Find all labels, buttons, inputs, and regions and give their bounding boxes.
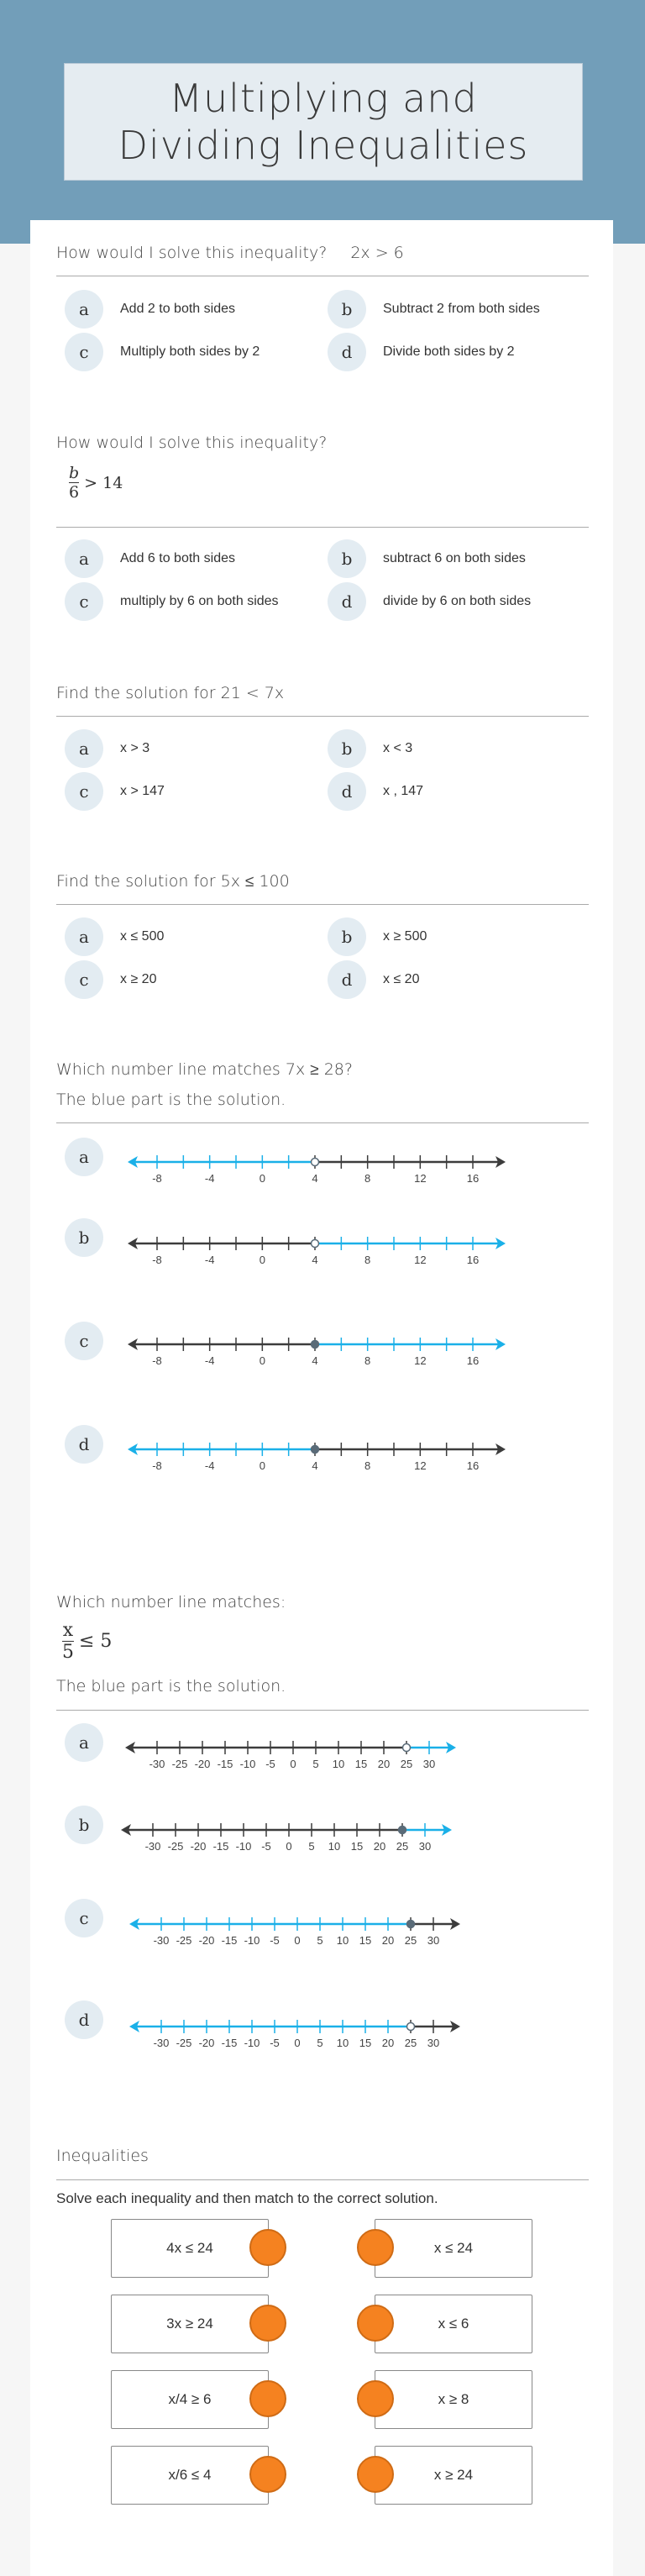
tick-label: 15	[359, 2037, 372, 2049]
question-1-prompt: How would I solve this inequality?	[56, 244, 328, 262]
tick-label: 20	[373, 1840, 386, 1853]
option-letter: c	[65, 582, 103, 621]
question-5-note	[56, 1091, 286, 1109]
option-d[interactable]	[65, 1425, 103, 1464]
closed-point	[407, 1921, 415, 1928]
divider	[56, 716, 589, 717]
tick-label: 12	[414, 1254, 427, 1266]
option-letter: a	[65, 1138, 103, 1176]
option-text: x < 3	[383, 741, 413, 755]
fraction-denominator: 5	[62, 1642, 74, 1663]
match-connector[interactable]	[249, 2380, 286, 2417]
option-letter: c	[65, 1322, 103, 1360]
tick-label: -8	[152, 1459, 162, 1472]
tick-label: 0	[294, 2037, 301, 2049]
tick-label: 15	[350, 1840, 364, 1853]
tick-label: -20	[198, 1934, 215, 1947]
question-4	[56, 872, 290, 891]
option-c[interactable]	[65, 772, 165, 811]
tick-label: 4	[312, 1354, 318, 1367]
tick-label: 15	[359, 1934, 372, 1947]
tick-label: 30	[427, 2037, 440, 2049]
option-letter: a	[65, 917, 103, 956]
tick-label: 5	[312, 1758, 319, 1770]
option-a[interactable]	[65, 917, 164, 956]
match-connector[interactable]	[357, 2305, 394, 2342]
match-connector[interactable]	[249, 2456, 286, 2493]
option-text: Add 6 to both sides	[120, 551, 235, 565]
tick-label: -25	[167, 1840, 184, 1853]
option-b[interactable]	[65, 1806, 103, 1844]
option-text: x > 3	[120, 741, 150, 755]
question-6	[56, 1593, 286, 1611]
tick-label: 8	[364, 1354, 371, 1367]
tick-label: 25	[400, 1758, 413, 1770]
match-right-item[interactable]: x ≥ 8	[375, 2370, 532, 2429]
tick-label: 20	[377, 1758, 391, 1770]
option-text: subtract 6 on both sides	[383, 551, 526, 565]
match-right-item[interactable]: x ≤ 24	[375, 2219, 532, 2278]
option-letter: c	[65, 960, 103, 999]
question-2-prompt: How would I solve this inequality?	[56, 434, 328, 452]
tick-label: 12	[414, 1354, 427, 1367]
tick-label: -5	[261, 1840, 271, 1853]
option-letter: a	[65, 1723, 103, 1762]
note-text: The blue part is the solution.	[56, 1677, 286, 1695]
tick-label: -25	[171, 1758, 188, 1770]
tick-label: -4	[204, 1354, 215, 1367]
option-c[interactable]	[65, 582, 279, 621]
matching-heading	[56, 2147, 149, 2165]
tick-label: 20	[381, 2037, 395, 2049]
option-text: Multiply both sides by 2	[120, 344, 260, 359]
divider	[56, 904, 589, 905]
option-d[interactable]	[328, 582, 531, 621]
tick-label: -25	[176, 2037, 192, 2049]
tick-label: -10	[244, 2037, 260, 2049]
option-d[interactable]	[328, 333, 515, 371]
question-3-prompt: Find the solution for 21 < 7x	[56, 684, 285, 702]
tick-label: 8	[364, 1254, 371, 1266]
tick-label: 10	[336, 2037, 349, 2049]
tick-label: 5	[317, 2037, 323, 2049]
number-line-a	[122, 1732, 475, 1781]
match-left-item[interactable]: x/6 ≤ 4	[111, 2446, 269, 2505]
option-d[interactable]	[328, 772, 423, 811]
option-letter: d	[328, 960, 366, 999]
question-2-fraction	[69, 464, 123, 502]
tick-label: -15	[221, 1934, 238, 1947]
question-6-note	[56, 1677, 286, 1695]
tick-label: 16	[466, 1172, 480, 1185]
tick-label: -25	[176, 1934, 192, 1947]
option-c[interactable]	[65, 333, 260, 371]
option-letter: d	[328, 333, 366, 371]
fraction-rest: > 14	[84, 473, 123, 492]
tick-label: 0	[294, 1934, 301, 1947]
number-line-b	[118, 1815, 470, 1864]
option-letter: b	[65, 1806, 103, 1844]
tick-label: 0	[259, 1459, 265, 1472]
option-b[interactable]	[328, 729, 412, 768]
number-line-b	[126, 1228, 512, 1279]
option-letter: a	[65, 539, 103, 578]
tick-label: -10	[244, 1934, 260, 1947]
question-1-expression: 2x > 6	[350, 244, 404, 262]
closed-point	[399, 1827, 406, 1834]
option-letter: d	[65, 1425, 103, 1464]
tick-label: 0	[259, 1354, 265, 1367]
fraction-numerator: b	[69, 464, 80, 482]
tick-label: 0	[259, 1254, 265, 1266]
tick-label: -10	[235, 1840, 252, 1853]
option-a[interactable]	[65, 539, 235, 578]
tick-label: 5	[308, 1840, 315, 1853]
fraction-rest: ≤ 5	[79, 1631, 113, 1652]
page-title: Multiplying and Dividing Inequalities	[118, 76, 529, 168]
tick-label: -30	[153, 2037, 170, 2049]
option-letter: b	[328, 539, 366, 578]
divider	[56, 1710, 589, 1711]
tick-label: -30	[153, 1934, 170, 1947]
divider	[56, 2179, 589, 2180]
tick-label: 10	[336, 1934, 349, 1947]
option-letter: b	[328, 917, 366, 956]
match-right-item[interactable]: x ≥ 24	[375, 2446, 532, 2505]
option-d[interactable]	[65, 2000, 103, 2039]
heading-text: Inequalities	[56, 2147, 149, 2165]
tick-label: 25	[396, 1840, 409, 1853]
match-connector[interactable]	[357, 2380, 394, 2417]
match-connector[interactable]	[357, 2456, 394, 2493]
option-text: Subtract 2 from both sides	[383, 302, 540, 316]
option-letter: b	[65, 1218, 103, 1257]
match-connector[interactable]	[357, 2229, 394, 2266]
option-a[interactable]	[65, 729, 149, 768]
tick-label: 30	[422, 1758, 436, 1770]
closed-point	[312, 1446, 319, 1454]
tick-label: 0	[286, 1840, 292, 1853]
tick-label: 25	[404, 2037, 417, 2049]
question-2	[56, 434, 327, 452]
question-5	[56, 1060, 353, 1080]
tick-label: -20	[198, 2037, 215, 2049]
option-letter: a	[65, 290, 103, 329]
option-letter: c	[65, 772, 103, 811]
fraction-numerator: x	[62, 1620, 74, 1641]
number-line-c	[126, 1329, 512, 1380]
tick-label: 8	[364, 1459, 371, 1472]
match-right-item[interactable]: x ≤ 6	[375, 2295, 532, 2353]
question-6-fraction	[62, 1620, 112, 1663]
question-5-prompt: Which number line matches 7x ≥ 28?	[56, 1060, 353, 1079]
option-letter: c	[65, 333, 103, 371]
tick-label: 0	[259, 1172, 265, 1185]
tick-label: 25	[404, 1934, 417, 1947]
tick-label: 10	[332, 1758, 345, 1770]
question-6-prompt: Which number line matches:	[56, 1593, 286, 1611]
tick-label: 16	[466, 1254, 480, 1266]
tick-label: 20	[381, 1934, 395, 1947]
option-letter: d	[65, 2000, 103, 2039]
option-text: multiply by 6 on both sides	[120, 594, 279, 608]
tick-label: -8	[152, 1354, 162, 1367]
option-b[interactable]	[328, 539, 526, 578]
option-b[interactable]	[328, 917, 427, 956]
tick-label: 16	[466, 1459, 480, 1472]
tick-label: -15	[212, 1840, 229, 1853]
question-1	[56, 244, 404, 262]
match-left-item[interactable]: 4x ≤ 24	[111, 2219, 269, 2278]
match-connector[interactable]	[249, 2229, 286, 2266]
option-text: x , 147	[383, 784, 424, 798]
number-line-d	[126, 2011, 479, 2060]
number-line-d	[126, 1434, 512, 1485]
option-c[interactable]	[65, 1899, 103, 1937]
option-text: x ≤ 500	[120, 929, 165, 944]
tick-label: -4	[204, 1459, 215, 1472]
fraction-denominator: 6	[69, 483, 80, 502]
tick-label: 10	[328, 1840, 341, 1853]
tick-label: -15	[221, 2037, 238, 2049]
option-a[interactable]	[65, 290, 235, 329]
option-letter: d	[328, 582, 366, 621]
tick-label: -30	[149, 1758, 165, 1770]
option-text: x ≤ 20	[383, 972, 420, 986]
tick-label: 8	[364, 1172, 371, 1185]
option-a[interactable]	[65, 1138, 103, 1176]
tick-label: 30	[418, 1840, 432, 1853]
tick-label: -5	[265, 1758, 275, 1770]
tick-label: 5	[317, 1934, 323, 1947]
match-connector[interactable]	[249, 2305, 286, 2342]
tick-label: 0	[290, 1758, 296, 1770]
note-text: The blue part is the solution.	[56, 1091, 286, 1109]
option-letter: b	[328, 290, 366, 329]
option-text: Add 2 to both sides	[120, 302, 235, 316]
tick-label: -8	[152, 1172, 162, 1185]
number-line-a	[126, 1147, 512, 1197]
match-left-item[interactable]: x/4 ≥ 6	[111, 2370, 269, 2429]
tick-label: -15	[217, 1758, 233, 1770]
open-point	[312, 1159, 319, 1166]
tick-label: 12	[414, 1459, 427, 1472]
open-point	[312, 1240, 319, 1248]
option-c[interactable]	[65, 1322, 103, 1360]
tick-label: -4	[204, 1254, 215, 1266]
divider	[56, 1122, 589, 1123]
option-b[interactable]	[65, 1218, 103, 1257]
tick-label: 15	[354, 1758, 368, 1770]
open-point	[403, 1744, 411, 1752]
tick-label: -4	[204, 1172, 215, 1185]
tick-label: 12	[414, 1172, 427, 1185]
tick-label: 4	[312, 1459, 318, 1472]
option-letter: d	[328, 772, 366, 811]
closed-point	[312, 1341, 319, 1348]
open-point	[407, 2023, 415, 2031]
option-letter: c	[65, 1899, 103, 1937]
tick-label: -30	[144, 1840, 161, 1853]
option-text: Divide both sides by 2	[383, 344, 515, 359]
title-box	[64, 63, 583, 181]
option-letter: b	[328, 729, 366, 768]
number-line-c	[126, 1909, 479, 1958]
match-left-item[interactable]: 3x ≥ 24	[111, 2295, 269, 2353]
matching-instructions: Solve each inequality and then match to the correct solution.	[56, 2190, 438, 2206]
option-text: x > 147	[120, 784, 165, 798]
divider	[56, 527, 589, 528]
tick-label: 4	[312, 1172, 318, 1185]
tick-label: -20	[190, 1840, 207, 1853]
option-text: divide by 6 on both sides	[383, 594, 532, 608]
tick-label: -20	[194, 1758, 211, 1770]
tick-label: -10	[239, 1758, 256, 1770]
option-a[interactable]	[65, 1723, 103, 1762]
option-c[interactable]	[65, 960, 156, 999]
tick-label: 4	[312, 1254, 318, 1266]
tick-label: -5	[270, 1934, 280, 1947]
option-text: x ≥ 20	[120, 972, 157, 986]
option-d[interactable]	[328, 960, 419, 999]
tick-label: -8	[152, 1254, 162, 1266]
option-b[interactable]	[328, 290, 540, 329]
tick-label: 16	[466, 1354, 480, 1367]
question-4-prompt: Find the solution for 5x ≤ 100	[56, 872, 290, 891]
option-text: x ≥ 500	[383, 929, 427, 944]
tick-label: -5	[270, 2037, 280, 2049]
question-3	[56, 684, 284, 702]
option-letter: a	[65, 729, 103, 768]
tick-label: 30	[427, 1934, 440, 1947]
